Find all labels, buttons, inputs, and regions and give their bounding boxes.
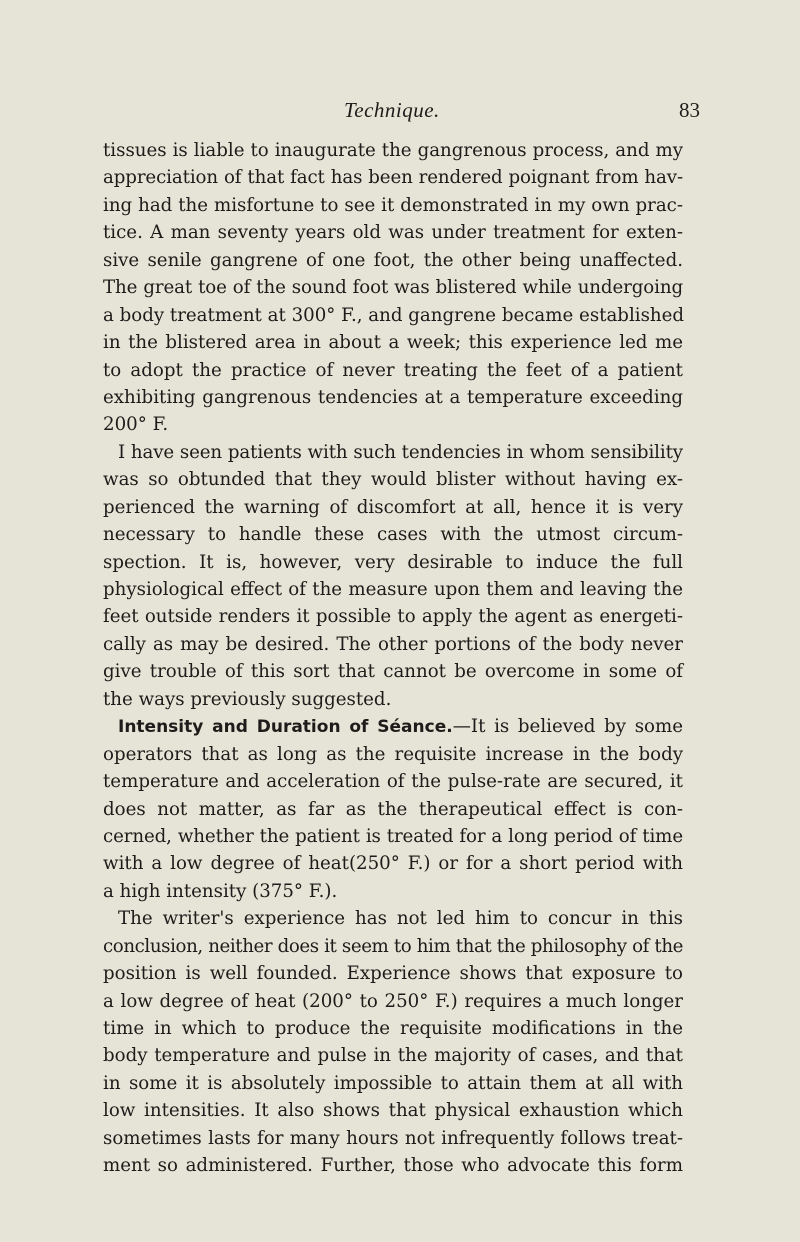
text-line: the ways previously suggested. — [103, 688, 392, 710]
text-line: sometimes lasts for many hours not infrequently follows treat- — [103, 1127, 683, 1149]
body-text — [103, 137, 683, 1180]
page-number: 83 — [679, 98, 700, 122]
text-line: was so obtunded that they would blister without having ex- — [103, 469, 683, 491]
section-heading: Intensity and Duration of Séance. — [118, 717, 453, 738]
text-line: perienced the warning of discomfort at all, hence it is very — [103, 496, 683, 518]
text-line: cally as may be desired. The other portions of the body never — [103, 633, 683, 655]
text-line: in the blistered area in about a week; this experience led me — [103, 332, 683, 354]
text-line: a body treatment at 300° F., and gangrene became established — [103, 304, 685, 326]
text-line: a low degree of heat (200° to 250° F.) requires a much longer — [103, 990, 683, 1012]
text-line: cerned, whether the patient is treated for a long period of time — [103, 825, 683, 847]
text-line: position is well founded. Experience shows that exposure to — [103, 963, 683, 985]
text-line: time in which to produce the requisite modifications in the — [103, 1018, 683, 1039]
text-line: ment so administered. Further, those who advocate this form — [103, 1155, 683, 1177]
section-heading-line — [103, 713, 683, 740]
text-line: sive senile gangrene of one foot, the other being unaffected. — [103, 249, 683, 271]
text-line: body temperature and pulse in the majority of cases, and that — [103, 1045, 683, 1067]
text-line: with a low degree of heat(250° F.) or for a short period with — [103, 853, 683, 875]
text-line: low intensities. It also shows that physical exhaustion which — [103, 1100, 683, 1122]
paragraph-first-line: I have seen patients with such tendencies in whom sensibility — [118, 441, 683, 463]
text-line: to adopt the practice of never treating the feet of a patient — [103, 359, 683, 381]
text-line: does not matter, as far as the therapeutical effect is con- — [103, 798, 683, 820]
text-line: exhibiting gangrenous tendencies at a temperature exceeding — [103, 386, 683, 408]
text-line: tice. A man seventy years old was under treatment for exten- — [103, 222, 683, 244]
text-line: The great toe of the sound foot was blistered while undergoing — [103, 277, 683, 299]
text-line: give trouble of this sort that cannot be overcome in some of — [103, 661, 683, 683]
text-line: physiological effect of the measure upon them and leaving the — [103, 579, 683, 600]
text-line: in some it is absolutely impossible to attain them at all with — [103, 1072, 683, 1094]
text-line: appreciation of that fact has been rendered poignant from hav- — [103, 167, 683, 189]
text-line: conclusion, neither does it seem to him that the philosophy of the — [103, 935, 683, 957]
running-head — [0, 98, 800, 128]
text-line: temperature and acceleration of the pulse-rate are secured, it — [103, 771, 683, 793]
text-line: tissues is liable to inaugurate the gangrenous process, and my — [103, 140, 683, 161]
text-line: spection. It is, however, very desirable to induce the full — [103, 551, 683, 573]
text-line: a high intensity (375° F.). — [103, 880, 338, 902]
running-title: Technique. — [344, 98, 440, 122]
text-line: ing had the misfortune to see it demonstrated in my own prac- — [103, 194, 683, 216]
section-heading-continuation: —It is believed by some — [452, 716, 683, 738]
paragraph-first-line: The writer's experience has not led him to concur in this — [118, 908, 683, 930]
text-line: necessary to handle these cases with the utmost circum- — [103, 524, 683, 546]
text-line: feet outside renders it possible to apply the agent as energeti- — [103, 606, 683, 628]
text-line: operators that as long as the requisite increase in the body — [103, 743, 683, 765]
text-line: 200° F. — [103, 414, 169, 436]
